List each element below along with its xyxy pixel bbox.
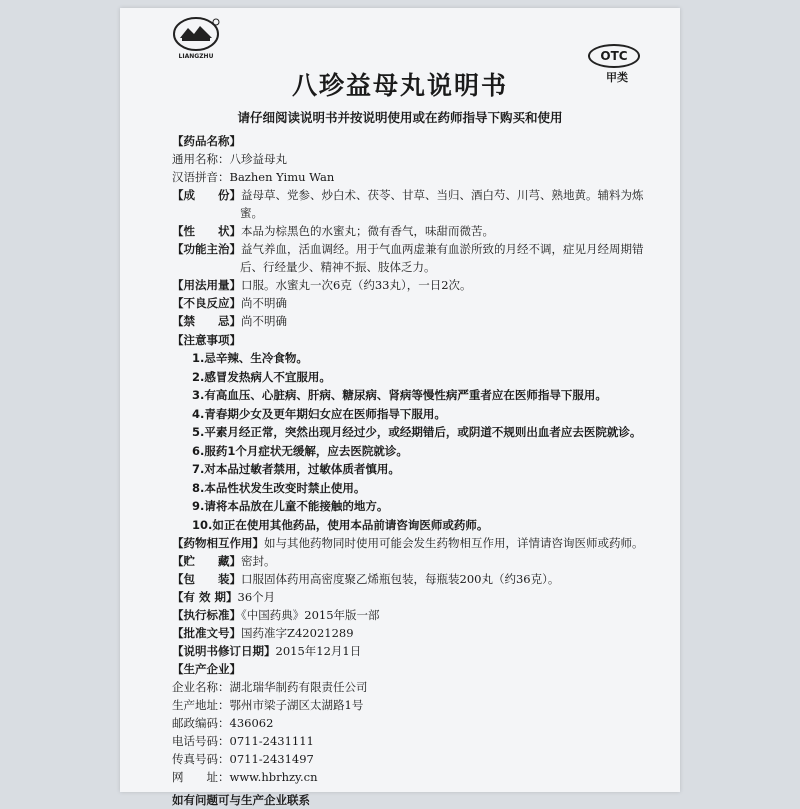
field-label: 【包 装】 (172, 572, 241, 586)
fax-row (172, 750, 662, 768)
precaution-item: 9.请将本品放在儿童不能接触的地方。 (192, 499, 389, 513)
field-label: 【禁 忌】 (172, 314, 241, 328)
field-label: 【执行标准】 (172, 608, 241, 622)
field-label: 【不良反应】 (172, 296, 241, 310)
field-label: 传真号码： (172, 752, 230, 766)
field-label: 通用名称： (172, 152, 230, 166)
field-value: 密封。 (241, 554, 276, 568)
pinyin-row (172, 168, 662, 186)
field-label: 【说明书修订日期】 (172, 644, 276, 658)
footer-note: 如有问题可与生产企业联系 (172, 793, 310, 807)
field-value: 湖北瑞华制药有限责任公司 (229, 680, 368, 694)
package-row (172, 570, 662, 588)
field-value: 尚不明确 (241, 314, 287, 328)
field-label: 邮政编码： (172, 716, 230, 730)
field-label: 生产地址： (172, 698, 230, 712)
field-value: 八珍益母丸 (229, 152, 287, 166)
otc-category: 甲类 (606, 71, 628, 84)
field-label: 【贮 藏】 (172, 554, 241, 568)
postcode-row (172, 714, 662, 732)
approval-row (172, 624, 662, 642)
precaution-item: 6.服药1个月症状无缓解，应去医院就诊。 (192, 443, 408, 458)
precaution-item: 3.有高血压、心脏病、肝病、糖尿病、肾病等慢性病严重者应在医师指导下服用。 (192, 388, 607, 402)
instruction-content (172, 132, 662, 809)
field-value: 436062 (229, 716, 274, 730)
interactions-row (172, 534, 662, 552)
field-value: 鄂州市梁子湖区太湖路1号 (229, 698, 364, 712)
precaution-item: 7.对本品过敏者禁用，过敏体质者慎用。 (192, 462, 400, 476)
field-value: 口服固体药用高密度聚乙烯瓶包装，每瓶装200丸（约36克）。 (241, 572, 560, 586)
field-value: 如与其他药物同时使用可能会发生药物相互作用，详情请咨询医师或药师。 (264, 536, 644, 550)
precaution-item: 10.如正在使用其他药品，使用本品前请咨询医师或药师。 (192, 517, 489, 532)
precaution-item: 4.青春期少女及更年期妇女应在医师指导下服用。 (192, 406, 446, 421)
phone-row (172, 732, 662, 750)
ingredients-row (172, 186, 662, 222)
adverse-row (172, 294, 662, 312)
field-value: 2015年12月1日 (275, 644, 362, 658)
appearance-row (172, 222, 662, 240)
dosage-row (172, 276, 662, 294)
brand-logo-icon (172, 16, 222, 60)
section-label: 【注意事项】 (172, 333, 241, 347)
field-label: 汉语拼音： (172, 170, 230, 184)
field-value: 口服。水蜜丸一次6克（约33丸），一日2次。 (241, 278, 472, 292)
field-value: 尚不明确 (241, 296, 287, 310)
section-label: 【生产企业】 (172, 662, 241, 676)
field-label: 【成 份】 (172, 188, 241, 202)
field-label: 电话号码： (172, 734, 230, 748)
section-label: 【药品名称】 (172, 134, 241, 148)
field-value: 36个月 (237, 590, 276, 604)
field-value: 《中国药典》2015年版一部 (241, 608, 380, 622)
standard-row (172, 606, 662, 624)
company-row (172, 678, 662, 696)
storage-row (172, 552, 662, 570)
precautions-section (172, 331, 662, 349)
field-value: 国药准字Z42021289 (241, 626, 354, 640)
address-row (172, 696, 662, 714)
precaution-item: 2.感冒发热病人不宜服用。 (192, 369, 331, 384)
field-value: 0711-2431497 (229, 752, 314, 766)
website-row (172, 768, 662, 786)
page-title: 八珍益母丸说明书 (291, 71, 508, 100)
precaution-item: 5.平素月经正常，突然出现月经过少，或经期错后，或阴道不规则出血者应去医院就诊。 (192, 425, 642, 439)
page-subtitle: 请仔细阅读说明书并按说明使用或在药师指导下购买和使用 (237, 110, 563, 125)
instruction-sheet (120, 8, 680, 807)
field-label: 【性 状】 (172, 224, 241, 238)
validity-row (172, 588, 662, 606)
field-label: 【批准文号】 (172, 626, 241, 640)
manufacturer-section (172, 660, 662, 678)
field-label: 【用法用量】 (172, 278, 241, 292)
field-value: 0711-2431111 (229, 734, 314, 748)
field-label: 【药物相互作用】 (172, 536, 264, 550)
field-value: Bazhen Yimu Wan (229, 170, 335, 184)
website-link: www.hbrhzy.cn (229, 770, 318, 784)
field-label: 【功能主治】 (172, 242, 241, 256)
precaution-item: 1.忌辛辣、生冷食物。 (192, 351, 308, 365)
field-value: 本品为棕黑色的水蜜丸；微有香气，味甜而微苦。 (241, 224, 494, 238)
precaution-item: 8.本品性状发生改变时禁止使用。 (192, 480, 366, 495)
indications-row (172, 240, 662, 276)
field-value: 益母草、党参、炒白术、茯苓、甘草、当归、酒白芍、川芎、熟地黄。辅料为炼蜜。 (240, 188, 644, 220)
field-value: 益气养血，活血调经。用于气血两虚兼有血淤所致的月经不调，症见月经周期错后、行经量少、精神不振、肢体乏力。 (240, 242, 644, 274)
field-label: 网 址： (172, 770, 230, 784)
field-label: 企业名称： (172, 680, 230, 694)
otc-badge: OTC (588, 44, 640, 68)
common-name-row (172, 150, 662, 168)
field-label: 【有 效 期】 (172, 590, 238, 604)
contraindications-row (172, 312, 662, 330)
logo-text: LIANGZHU (178, 53, 214, 60)
drug-name-section (172, 132, 662, 150)
revision-row (172, 642, 662, 660)
